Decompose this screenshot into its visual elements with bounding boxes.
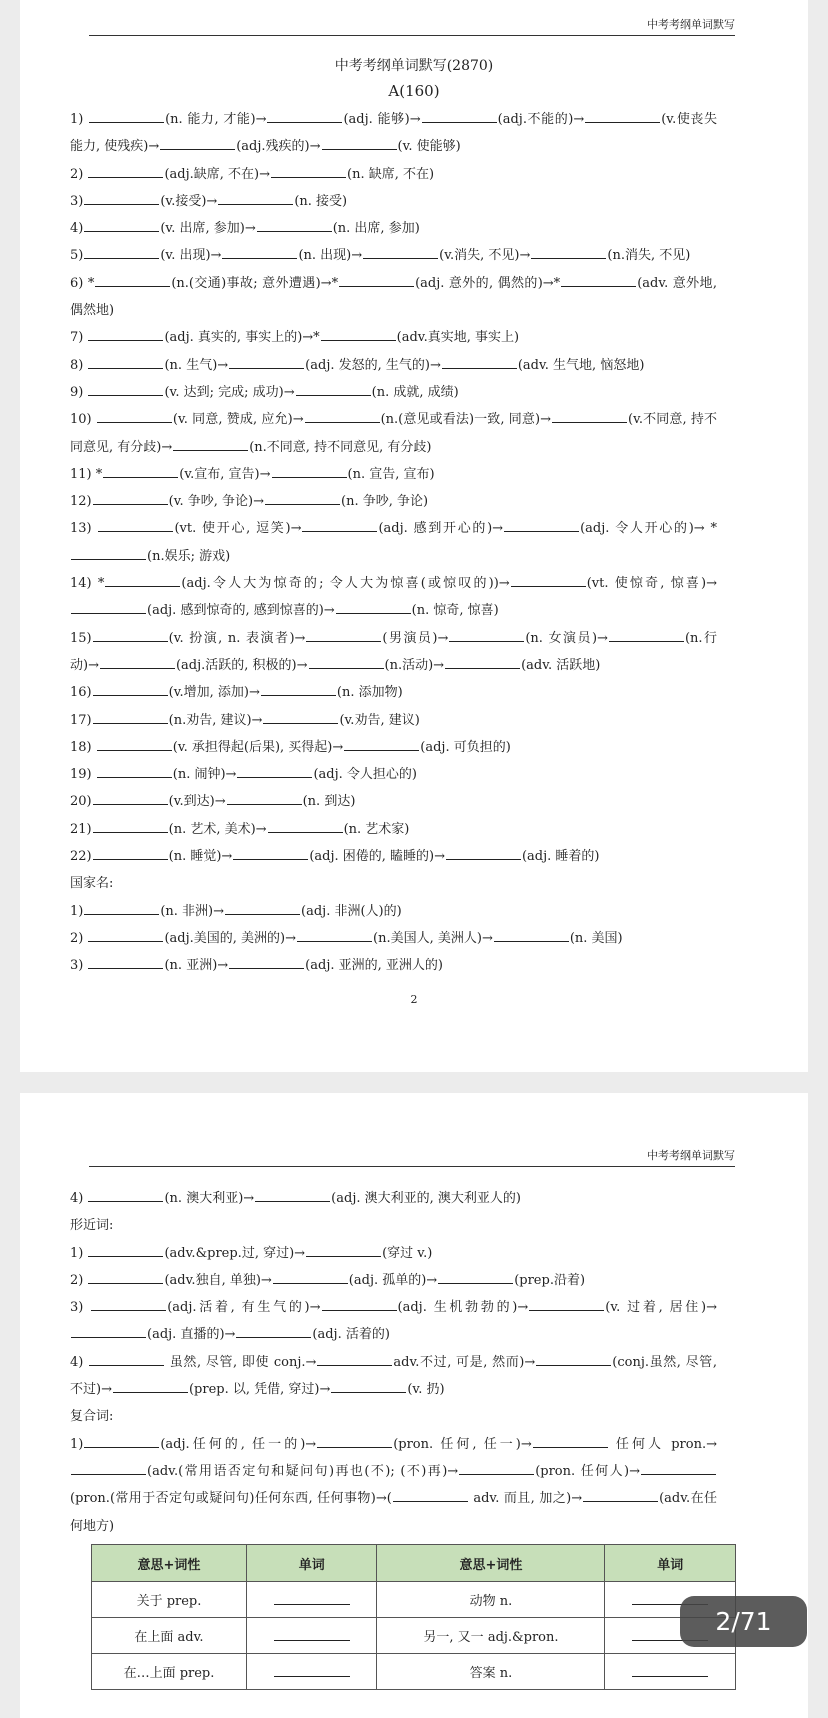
answer-blank[interactable] bbox=[88, 927, 163, 942]
exercise-line bbox=[70, 188, 717, 215]
line-text: (v.劝告, 建议) bbox=[339, 712, 420, 728]
exercise-line bbox=[70, 1349, 717, 1404]
line-text: (n. 添加物) bbox=[336, 685, 403, 701]
answer-blank[interactable] bbox=[93, 681, 168, 696]
line-text: 6) * bbox=[70, 275, 95, 291]
line-text: (adj. 睡着的) bbox=[521, 849, 600, 865]
answer-blank[interactable] bbox=[446, 845, 521, 860]
answer-blank[interactable] bbox=[88, 1242, 163, 1257]
answer-blank[interactable] bbox=[274, 1590, 350, 1605]
line-text: (adv.&prep.过, 穿过)→ bbox=[164, 1245, 306, 1261]
answer-blank[interactable] bbox=[97, 763, 172, 778]
line-text: (n.行动)→ bbox=[70, 630, 717, 673]
line-text: (v.接受)→ bbox=[160, 193, 218, 209]
answer-blank[interactable] bbox=[511, 572, 586, 587]
line-text: (n. 出席, 参加) bbox=[332, 221, 420, 237]
answer-blank[interactable] bbox=[105, 572, 180, 587]
section-heading: A(160) bbox=[388, 82, 440, 100]
exercise-line bbox=[70, 679, 717, 706]
line-text: 3) bbox=[70, 958, 88, 974]
line-text: (adj. 孤单的)→ bbox=[348, 1272, 438, 1288]
line-text: (v. 承担得起(后果), 买得起)→ bbox=[172, 739, 344, 755]
line-text: (adv. 意外地, 偶然地) bbox=[70, 275, 717, 319]
line-text: (v.消失, 不见)→ bbox=[439, 248, 531, 264]
exercise-line bbox=[70, 898, 717, 925]
answer-blank[interactable] bbox=[88, 1269, 163, 1284]
line-text: 4) bbox=[70, 1354, 89, 1370]
line-text: (adj. 真实的, 事实上的)→* bbox=[164, 330, 320, 346]
answer-blank[interactable] bbox=[449, 627, 524, 642]
line-text: (n. 澳大利亚)→ bbox=[164, 1191, 255, 1206]
line-text: 10) bbox=[70, 412, 96, 428]
answer-blank[interactable] bbox=[336, 599, 411, 614]
answer-blank[interactable] bbox=[274, 1662, 350, 1677]
exercise-line bbox=[70, 106, 717, 161]
line-text: 4) bbox=[70, 1191, 88, 1206]
line-text: (n. 闹钟)→ bbox=[172, 767, 237, 783]
line-text: (adj. 亚洲的, 亚洲人的) bbox=[305, 958, 443, 974]
column-header: 意思+词性 bbox=[92, 1545, 247, 1582]
line-text: (adj.美国的, 美洲的)→ bbox=[164, 930, 297, 946]
answer-blank[interactable] bbox=[93, 818, 168, 833]
page-header: 中考考纲单词默写 bbox=[89, 1147, 735, 1167]
exercise-line bbox=[70, 570, 717, 625]
line-text: (n. 亚洲)→ bbox=[164, 958, 229, 974]
answer-blank[interactable] bbox=[302, 517, 377, 532]
line-text: (prep.沿着) bbox=[514, 1272, 586, 1288]
line-text: (adj. 意外的, 偶然的)→* bbox=[415, 275, 561, 291]
line-text: (穿过 v.) bbox=[382, 1245, 433, 1261]
table-row bbox=[92, 1654, 736, 1690]
line-text: (v. 使能够) bbox=[397, 139, 461, 155]
line-text: 复合词: bbox=[70, 1409, 114, 1425]
line-text: (pron. 任何人)→ bbox=[535, 1463, 640, 1479]
line-text: (adv.在任何地方) bbox=[70, 1491, 717, 1534]
line-text: (v.使丧失能力, 使残疾)→ bbox=[70, 112, 717, 155]
answer-blank[interactable] bbox=[459, 1460, 534, 1475]
line-text: 21) bbox=[70, 821, 92, 837]
line-text: adv. 而且, 加之)→ bbox=[468, 1491, 583, 1507]
line-text: (vt. 使惊奇, 惊喜)→ bbox=[586, 576, 717, 592]
answer-blank[interactable] bbox=[160, 135, 235, 150]
answer-blank[interactable] bbox=[583, 1487, 658, 1502]
answer-blank[interactable] bbox=[93, 709, 168, 724]
answer-blank[interactable] bbox=[272, 463, 347, 478]
answer-blank[interactable] bbox=[88, 354, 163, 369]
answer-blank[interactable] bbox=[609, 627, 684, 642]
line-text: (n. 惊奇, 惊喜) bbox=[411, 603, 499, 619]
answer-blank[interactable] bbox=[229, 954, 304, 969]
meaning-cell: 在…上面 prep. bbox=[92, 1654, 247, 1690]
exercise-line bbox=[70, 734, 717, 761]
answer-blank[interactable] bbox=[257, 217, 332, 232]
line-text: (vt. 使开心, 逗笑)→ bbox=[174, 521, 302, 537]
answer-blank[interactable] bbox=[97, 408, 172, 423]
line-text: (adj. 发怒的, 生气的)→ bbox=[305, 357, 441, 373]
line-text: (prep. 以, 凭借, 穿过)→ bbox=[188, 1382, 331, 1398]
line-text: 13) bbox=[70, 521, 98, 537]
exercise-line bbox=[70, 161, 717, 188]
line-text: 1) bbox=[70, 112, 89, 127]
line-text: (adv.独自, 单独)→ bbox=[164, 1272, 272, 1288]
line-text: (adv. 生气地, 恼怒地) bbox=[517, 357, 645, 373]
line-text: (n. 美国) bbox=[569, 930, 623, 946]
answer-blank[interactable] bbox=[529, 1296, 604, 1311]
line-text: 国家名: bbox=[70, 876, 114, 892]
answer-blank[interactable] bbox=[309, 654, 384, 669]
line-text: (v. 争吵, 争论)→ bbox=[168, 494, 264, 510]
line-text: 3) bbox=[70, 193, 84, 209]
line-text: (v. 扔) bbox=[407, 1382, 445, 1398]
exercise-line bbox=[70, 215, 717, 242]
page-indicator-badge: 2/71 bbox=[680, 1596, 807, 1647]
line-text: (v. 出现)→ bbox=[160, 248, 222, 264]
answer-blank[interactable] bbox=[229, 354, 304, 369]
line-text: 1) bbox=[70, 903, 84, 919]
line-text: (adj. 澳大利亚的, 澳大利亚人的) bbox=[331, 1191, 521, 1206]
line-text: (adj.缺席, 不在)→ bbox=[164, 166, 271, 182]
answer-blank[interactable] bbox=[536, 1351, 611, 1366]
line-text: 20) bbox=[70, 794, 92, 810]
answer-blank[interactable] bbox=[71, 599, 146, 614]
line-text: 18) bbox=[70, 739, 96, 755]
answer-blank[interactable] bbox=[363, 244, 438, 259]
exercise-list-page-2 bbox=[70, 1185, 717, 1540]
line-text: (adv.真实地, 事实上) bbox=[396, 330, 520, 346]
line-text: (v.增加, 添加)→ bbox=[168, 685, 260, 701]
line-text: (adj. 令人担心的) bbox=[313, 767, 417, 783]
line-text: (adj. 感到惊奇的, 感到惊喜的)→ bbox=[147, 603, 335, 619]
answer-blank[interactable] bbox=[93, 845, 168, 860]
line-text: (pron.(常用于否定句或疑问句)任何东西, 任何事物)→( bbox=[70, 1491, 392, 1507]
table-row bbox=[92, 1582, 736, 1618]
line-text: (adj. 能够)→ bbox=[343, 112, 421, 127]
answer-blank[interactable] bbox=[84, 900, 159, 915]
meaning-cell: 答案 n. bbox=[377, 1654, 605, 1690]
exercise-line bbox=[70, 1240, 717, 1267]
exercise-line bbox=[70, 1185, 717, 1212]
exercise-line bbox=[70, 1212, 717, 1239]
answer-blank[interactable] bbox=[322, 1296, 397, 1311]
exercise-line bbox=[70, 870, 717, 897]
answer-blank[interactable] bbox=[306, 627, 381, 642]
line-text: 2) bbox=[70, 1272, 88, 1288]
answer-blank[interactable] bbox=[93, 790, 168, 805]
line-text: (n. 争吵, 争论) bbox=[341, 494, 429, 510]
line-text: (n. 非洲)→ bbox=[160, 903, 225, 919]
line-text: 12) bbox=[70, 494, 92, 510]
line-text: (n.消失, 不见) bbox=[607, 248, 691, 264]
answer-blank[interactable] bbox=[494, 927, 569, 942]
exercise-list-page-1 bbox=[70, 106, 717, 980]
line-text: (adj.活跃的, 积极的)→ bbox=[175, 657, 308, 673]
answer-blank[interactable] bbox=[88, 326, 163, 341]
line-text: 形近词: bbox=[70, 1218, 114, 1234]
answer-blank[interactable] bbox=[632, 1662, 708, 1677]
answer-blank[interactable] bbox=[296, 381, 371, 396]
line-text: 14) * bbox=[70, 576, 105, 592]
answer-blank[interactable] bbox=[173, 436, 248, 451]
answer-blank[interactable] bbox=[84, 1433, 159, 1448]
answer-blank[interactable] bbox=[88, 163, 163, 178]
line-text: 15) bbox=[70, 630, 92, 646]
exercise-line bbox=[70, 761, 717, 788]
answer-blank[interactable] bbox=[237, 763, 312, 778]
answer-blank[interactable] bbox=[552, 408, 627, 423]
line-text: (conj.虽然, 尽管, 不过)→ bbox=[70, 1354, 717, 1398]
line-text: 16) bbox=[70, 685, 92, 701]
answer-blank[interactable] bbox=[263, 709, 338, 724]
answer-blank[interactable] bbox=[267, 108, 342, 123]
line-text: (n. 艺术, 美术)→ bbox=[168, 821, 267, 837]
answer-blank[interactable] bbox=[305, 408, 380, 423]
document-title: 中考考纲单词默写(2870) bbox=[334, 58, 494, 74]
exercise-line bbox=[70, 1294, 717, 1349]
line-text: 4) bbox=[70, 221, 84, 237]
page-number: 2 bbox=[410, 993, 418, 1006]
exercise-line bbox=[70, 625, 717, 680]
line-text: (adj. 非洲(人)的) bbox=[301, 903, 402, 919]
line-text: 1) bbox=[70, 1436, 84, 1452]
answer-blank[interactable] bbox=[344, 736, 419, 751]
column-header: 单词 bbox=[246, 1545, 376, 1582]
answer-blank[interactable] bbox=[531, 244, 606, 259]
exercise-line bbox=[70, 352, 717, 379]
line-text: (v.不同意, 持不同意见, 有分歧)→ bbox=[70, 412, 717, 455]
line-text: (n.劝告, 建议)→ bbox=[168, 712, 263, 728]
line-text: 虽然, 尽管, 即使 conj.→ bbox=[165, 1354, 317, 1370]
line-text: (v. 达到; 完成; 成功)→ bbox=[164, 384, 295, 400]
line-text: (n. 成就, 成绩) bbox=[371, 384, 459, 400]
answer-blank[interactable] bbox=[504, 517, 579, 532]
exercise-line bbox=[70, 242, 717, 269]
line-text: (v.宣布, 宣告)→ bbox=[179, 466, 271, 482]
line-text: (n. 生气)→ bbox=[164, 357, 229, 373]
line-text: (v.到达)→ bbox=[168, 794, 226, 810]
line-text: (男演员)→ bbox=[382, 630, 449, 646]
line-text: (v. 同意, 赞成, 应允)→ bbox=[172, 412, 304, 428]
answer-blank[interactable] bbox=[317, 1351, 392, 1366]
answer-blank[interactable] bbox=[255, 1187, 330, 1202]
answer-blank[interactable] bbox=[89, 108, 164, 123]
exercise-line bbox=[70, 488, 717, 515]
line-text: (v. 出席, 参加)→ bbox=[160, 221, 256, 237]
answer-blank[interactable] bbox=[88, 381, 163, 396]
meaning-cell: 动物 n. bbox=[377, 1582, 605, 1618]
line-text: adv.不过, 可是, 然而)→ bbox=[393, 1354, 536, 1370]
line-text: (adj. 令人开心的)→ * bbox=[580, 521, 717, 537]
line-text: 11) * bbox=[70, 466, 103, 482]
answer-blank[interactable] bbox=[641, 1460, 716, 1475]
line-text: (adj. 可负担的) bbox=[420, 739, 511, 755]
line-text: (n. 宣告, 宣布) bbox=[347, 466, 435, 482]
answer-blank[interactable] bbox=[331, 1378, 406, 1393]
line-text: 9) bbox=[70, 384, 88, 400]
line-text: (n.(交通)事故; 意外遭遇)→* bbox=[171, 275, 339, 291]
answer-blank[interactable] bbox=[71, 545, 146, 560]
answer-blank[interactable] bbox=[273, 1269, 348, 1284]
exercise-line bbox=[70, 1403, 717, 1430]
answer-blank[interactable] bbox=[322, 135, 397, 150]
line-text: 任何人 pron.→ bbox=[608, 1436, 717, 1452]
answer-blank[interactable] bbox=[442, 354, 517, 369]
answer-blank[interactable] bbox=[91, 1296, 166, 1311]
line-text: (adj. 感到开心的)→ bbox=[378, 521, 504, 537]
line-text: (adj.残疾的)→ bbox=[236, 139, 321, 155]
answer-blank[interactable] bbox=[218, 190, 293, 205]
answer-blank[interactable] bbox=[422, 108, 497, 123]
line-text: (adj.不能的)→ bbox=[497, 112, 585, 127]
meaning-cell: 关于 prep. bbox=[92, 1582, 247, 1618]
word-cell bbox=[246, 1654, 376, 1690]
column-header: 单词 bbox=[605, 1545, 736, 1582]
answer-blank[interactable] bbox=[93, 490, 168, 505]
line-text: (n.不同意, 持不同意见, 有分歧) bbox=[249, 439, 432, 455]
line-text: 2) bbox=[70, 930, 88, 946]
meaning-cell: 另一, 又一 adj.&pron. bbox=[377, 1618, 605, 1654]
answer-blank[interactable] bbox=[297, 927, 372, 942]
line-text: (adj. 活着的) bbox=[312, 1327, 390, 1343]
line-text: (n. 出现)→ bbox=[298, 248, 363, 264]
exercise-line bbox=[70, 843, 717, 870]
answer-blank[interactable] bbox=[321, 326, 396, 341]
meaning-cell: 在上面 adv. bbox=[92, 1618, 247, 1654]
table-header-row bbox=[92, 1545, 736, 1582]
exercise-line bbox=[70, 515, 717, 570]
line-text: (adj.活着, 有生气的)→ bbox=[167, 1300, 321, 1316]
line-text: (v. 扮演, n. 表演者)→ bbox=[168, 630, 306, 646]
answer-blank[interactable] bbox=[561, 272, 636, 287]
line-text: (adj.令人大为惊奇的; 令人大为惊喜(或惊叹的))→ bbox=[181, 576, 510, 592]
answer-blank[interactable] bbox=[274, 1626, 350, 1641]
line-text: (n. 缺席, 不在) bbox=[347, 166, 435, 182]
answer-blank[interactable] bbox=[265, 490, 340, 505]
line-text: 7) bbox=[70, 330, 88, 346]
line-text: (pron. 任何, 任一)→ bbox=[393, 1436, 532, 1452]
answer-blank[interactable] bbox=[103, 463, 178, 478]
exercise-line bbox=[70, 270, 717, 325]
page-header: 中考考纲单词默写 bbox=[89, 16, 735, 36]
answer-blank[interactable] bbox=[438, 1269, 513, 1284]
line-text: (adv. 活跃地) bbox=[521, 657, 601, 673]
answer-blank[interactable] bbox=[97, 736, 172, 751]
answer-blank[interactable] bbox=[71, 1323, 146, 1338]
answer-blank[interactable] bbox=[88, 1187, 163, 1202]
word-cell bbox=[246, 1582, 376, 1618]
exercise-line bbox=[70, 816, 717, 843]
line-text: 8) bbox=[70, 357, 88, 373]
line-text: (v. 过着, 居住)→ bbox=[605, 1300, 717, 1316]
line-text: 22) bbox=[70, 849, 92, 865]
answer-blank[interactable] bbox=[100, 654, 175, 669]
line-text: (n.活动)→ bbox=[384, 657, 445, 673]
answer-blank[interactable] bbox=[71, 1460, 146, 1475]
line-text: (adj. 直播的)→ bbox=[147, 1327, 236, 1343]
answer-blank[interactable] bbox=[339, 272, 414, 287]
exercise-line bbox=[70, 952, 717, 979]
exercise-line bbox=[70, 1431, 717, 1540]
answer-blank[interactable] bbox=[113, 1378, 188, 1393]
word-cell bbox=[605, 1654, 736, 1690]
line-text: (n. 艺术家) bbox=[343, 821, 410, 837]
exercise-line bbox=[70, 406, 717, 461]
line-text: 1) bbox=[70, 1245, 88, 1261]
line-text: (n. 睡觉)→ bbox=[168, 849, 233, 865]
answer-blank[interactable] bbox=[225, 900, 300, 915]
exercise-line bbox=[70, 788, 717, 815]
answer-blank[interactable] bbox=[445, 654, 520, 669]
answer-blank[interactable] bbox=[227, 790, 302, 805]
line-text: (adj. 生机勃勃的)→ bbox=[397, 1300, 529, 1316]
line-text: 3) bbox=[70, 1300, 91, 1316]
answer-blank[interactable] bbox=[268, 818, 343, 833]
exercise-line bbox=[70, 461, 717, 488]
line-text: 19) bbox=[70, 767, 96, 783]
table-row bbox=[92, 1618, 736, 1654]
answer-blank[interactable] bbox=[585, 108, 660, 123]
line-text: (adj. 困倦的, 瞌睡的)→ bbox=[309, 849, 445, 865]
vocab-table bbox=[91, 1544, 736, 1690]
answer-blank[interactable] bbox=[317, 1433, 392, 1448]
answer-blank[interactable] bbox=[84, 244, 159, 259]
exercise-line bbox=[70, 925, 717, 952]
exercise-line bbox=[70, 707, 717, 734]
line-text: (n.娱乐; 游戏) bbox=[147, 548, 231, 564]
answer-blank[interactable] bbox=[233, 845, 308, 860]
answer-blank[interactable] bbox=[236, 1323, 311, 1338]
line-text: (adv.(常用语否定句和疑问句)再也(不); (不)再)→ bbox=[147, 1463, 459, 1479]
line-text: 5) bbox=[70, 248, 84, 264]
line-text: (n. 接受) bbox=[294, 193, 348, 209]
line-text: (n. 能力, 才能)→ bbox=[165, 112, 267, 127]
line-text: 17) bbox=[70, 712, 92, 728]
exercise-line bbox=[70, 324, 717, 351]
answer-blank[interactable] bbox=[98, 517, 173, 532]
answer-blank[interactable] bbox=[393, 1487, 468, 1502]
word-cell bbox=[246, 1618, 376, 1654]
answer-blank[interactable] bbox=[306, 1242, 381, 1257]
exercise-line bbox=[70, 1267, 717, 1294]
answer-blank[interactable] bbox=[533, 1433, 608, 1448]
answer-blank[interactable] bbox=[93, 627, 168, 642]
line-text: 2) bbox=[70, 166, 88, 182]
line-text: (n. 女演员)→ bbox=[525, 630, 608, 646]
line-text: (n. 到达) bbox=[302, 794, 356, 810]
column-header: 意思+词性 bbox=[377, 1545, 605, 1582]
answer-blank[interactable] bbox=[84, 190, 159, 205]
answer-blank[interactable] bbox=[95, 272, 170, 287]
answer-blank[interactable] bbox=[88, 954, 163, 969]
answer-blank[interactable] bbox=[271, 163, 346, 178]
answer-blank[interactable] bbox=[222, 244, 297, 259]
line-text: (n.(意见或看法)一致, 同意)→ bbox=[380, 412, 551, 428]
answer-blank[interactable] bbox=[89, 1351, 164, 1366]
answer-blank[interactable] bbox=[261, 681, 336, 696]
line-text: (adj.任何的, 任一的)→ bbox=[160, 1436, 317, 1452]
answer-blank[interactable] bbox=[84, 217, 159, 232]
line-text: (n.美国人, 美洲人)→ bbox=[373, 930, 493, 946]
exercise-line bbox=[70, 379, 717, 406]
